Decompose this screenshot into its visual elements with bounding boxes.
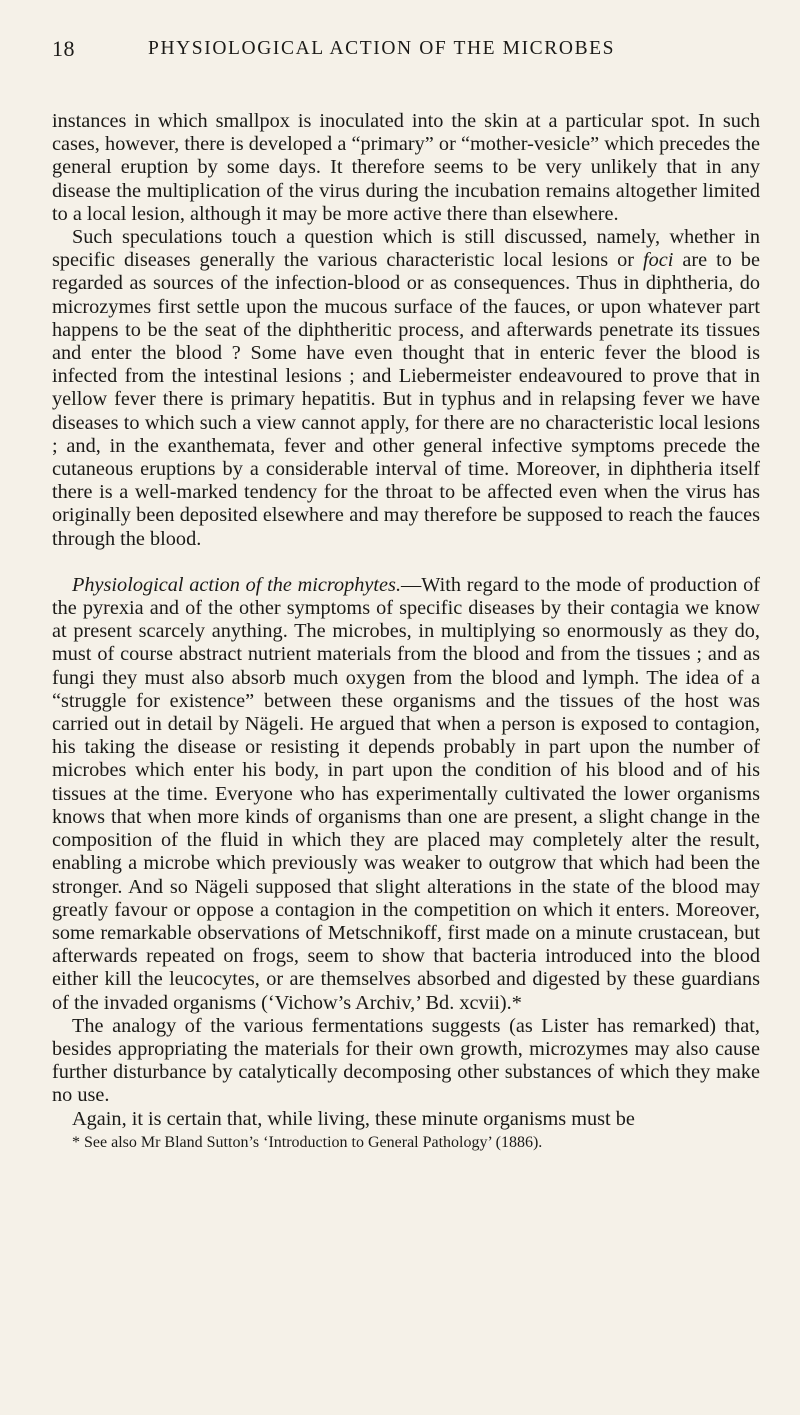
paragraph-1: instances in which smallpox is inoculated into the skin at a particular spot. In such cases, however, there is developed a “primary” or “mother-vesicle” which precedes the general eruption by some days. It therefore seems to be very unlikely that in any disease the multiplication of the virus during the incubation remains altogether limited to a local lesion, although it may be more active there than elsewhere. [52,110,760,225]
section-heading-italic: Physiological action of the microphytes. [72,573,402,596]
paragraph-5: Again, it is certain that, while living, these minute organisms must be [72,1107,635,1130]
paragraph-2-rest: are to be regarded as sources of the infection-blood or as consequences. Thus in diphtheria, do microzymes first settle upon the mucous surface of the fauces, or upon whatever part happens to be the seat of the diphtheritic process, and afterwards penetrate its tissues and enter the blood ? Some have even thought that in enteric fever the blood is infected from the intestinal lesions ; and Liebermeister endeavoured to prove that in yellow fever there is primary hepatitis. But in typhus and in relapsing fever we have diseases to which such a view cannot apply, for there are no characteristic local lesions ; and, in the exanthemata, fever and other general infective symptoms precede the cutaneous eruptions by a considerable interval of time. Moreover, in diphtheria itself there is a well-marked tendency for the throat to be affected even when the virus has originally been deposited elsewhere and may therefore be supposed to reach the fauces through the blood. [52,249,760,550]
body-text [52,110,760,1131]
paragraph-3-rest: —With regard to the mode of production of the pyrexia and of the other symptoms of specific diseases by their contagia we know at present scarcely anything. The microbes, in multiplying so enormously as they do, must of course abstract nutrient materials from the blood and from the tissues ; and as fungi they must also absorb much oxygen from the blood and lymph. The idea of a “struggle for existence” between these organisms and the tissues of the host was carried out in detail by Nägeli. He argued that when a person is exposed to contagion, his taking the disease or resisting it depends probably in part upon the number of microbes which enter his body, in part upon the condition of his blood and of his tissues at the time. Everyone who has experimentally cultivated the lower organisms knows that when more kinds of organisms than one are present, a slight change in the composition of the fluid in which they are placed may completely alter the result, enabling a microbe which previously was weaker to outgrow that which had been the stronger. And so Nägeli supposed that slight alterations in the state of the blood may greatly favour or oppose a contagion in the competition on which it enters. Moreover, some remarkable observations of Metschnikoff, first made on a minute crustacean, but afterwards repeated on frogs, seem to show that bacteria introduced into the blood either kill the leucocytes, or are themselves absorbed and digested by these guardians of the invaded organisms (‘Vichow’s Archiv,’ Bd. xcvii).* [52,573,760,1014]
running-title: PHYSIOLOGICAL ACTION OF THE MICROBES [148,38,616,59]
paragraph-2-italic-term: foci [642,249,674,272]
paragraph-3 [52,574,760,1015]
paragraph-2-start: Such speculations touch a question which is still discussed, namely, whether in specific diseases generally the various characteristic local lesions or [52,226,760,272]
footnote: * See also Mr Bland Sutton’s ‘Introduction to General Pathology’ (1886). [72,1133,543,1151]
page-number: 18 [52,36,75,61]
paragraph-4: The analogy of the various fermentations suggests (as Lister has remarked) that, besides appropriating the materials for their own growth, microzymes may also cause further disturbance by catalytically decomposing other substances of which they make no use. [52,1014,760,1107]
paragraph-2 [52,226,760,551]
page-header [52,36,760,76]
